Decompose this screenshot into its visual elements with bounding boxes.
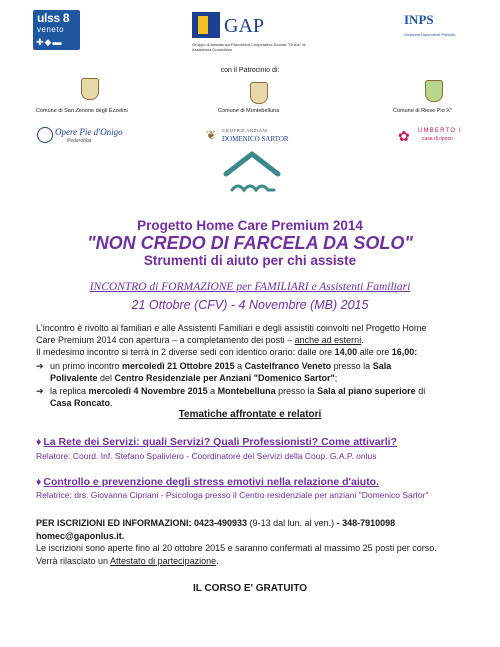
ulss-logo-name: ulss 8 (37, 11, 70, 25)
intro-text: Care Premium 2014 con apertura – a completamento dei posti – (36, 335, 295, 345)
session-2-text-part: . (110, 398, 113, 408)
session-2-text-part: a (207, 386, 218, 396)
certificate-period: . (216, 556, 219, 566)
patronage-label: con il Patrocinio di: (220, 67, 280, 74)
free-course-banner: IL CORSO E' GRATUITO (192, 583, 308, 594)
sartor-logo-top: CENTRO ANZIANI (222, 128, 269, 133)
montebelluna-crest-icon (250, 82, 268, 104)
registration-hours: (9-13 dal lun. al ven.) (247, 518, 337, 528)
session-1-city: Castelfranco Veneto (244, 361, 332, 371)
session-1-text-part: ; (334, 373, 338, 383)
riese-crest-icon (425, 80, 443, 102)
sartor-logo-name: DOMENICO SARTOR (222, 135, 289, 143)
registration-email: homec@gaponlus.it. (36, 531, 125, 541)
registration-info (36, 518, 476, 528)
certificate-text: Verrà rilasciato un (36, 556, 111, 566)
intro-line-3 (36, 346, 468, 358)
schedule-text: alle ore (357, 347, 392, 357)
session-2-venue: Casa Roncato (50, 398, 111, 408)
intro-period: . (361, 335, 364, 345)
event-subtitle: Strumenti di aiuto per chi assiste (143, 253, 357, 268)
diamond-bullet-icon: ♦ (36, 436, 42, 448)
certificate-note (36, 556, 476, 566)
end-time: 16,00: (391, 347, 418, 357)
opere-pie-name: Opere Pie d'Onigo (55, 127, 123, 137)
start-time: 14,00 (334, 347, 358, 357)
session-1-text-part: a (234, 361, 245, 371)
ulss-logo (33, 10, 80, 50)
san-zenone-crest-icon (81, 78, 99, 100)
umberto-people-icon: ✿ (398, 128, 410, 144)
ulss-service-icons: ✚◆▬ (36, 37, 63, 47)
comune-riese: Comune di Riese Pio X° (393, 108, 453, 114)
session-2-date: mercoledì 4 Novembre 2015 (88, 386, 208, 396)
topic-1-text: La Rete dei Servizi: quali Servizi? Quali Professionisti? Come attivarli? (43, 436, 397, 448)
topic-2-title (36, 476, 476, 488)
gap-logo-subtitle: Gruppo di Assistenza Psicofisica Cooperativa Sociale "Onlus" di Assistenza Domiciliare (192, 42, 306, 52)
session-2-room: Sala al piano superiore (317, 386, 416, 396)
certificate-label: Attestato di partecipazione (110, 556, 217, 566)
meeting-title: INCONTRO di FORMAZIONE per FAMILIARI e Assistenti Familiari (89, 281, 411, 293)
inps-logo-subtitle: Gestione Dipendenti Pubblici (404, 32, 456, 37)
meeting-dates: 21 Ottobre (CFV) - 4 Novembre (MB) 2015 (131, 298, 369, 312)
session-2-text-part: di (415, 386, 426, 396)
home-care-house-icon (222, 150, 282, 198)
session-2-label: la replica (50, 386, 89, 396)
session-item-1 (36, 360, 468, 384)
arrow-right-icon: ➔ (36, 386, 44, 396)
comune-montebelluna: Comune di Montebelluna (218, 108, 280, 114)
diamond-bullet-icon: ♦ (36, 476, 42, 488)
session-1-text-part: del (97, 373, 115, 383)
event-motto: "NON CREDO DI FARCELA DA SOLO" (87, 233, 413, 253)
umberto-logo-name: UMBERTO I (418, 128, 462, 134)
ulss-logo-region: veneto (37, 25, 65, 34)
registration-mobile: - 348-7910098 (336, 518, 396, 528)
sartor-leaf-icon: ❦ (206, 128, 217, 142)
topic-1-speaker: Relatore: Coord. Inf. Stefano Spaliviero - Coordinatore dei Servizi della Coop. G.A.P. onlus (36, 451, 377, 461)
session-2-text (50, 385, 465, 409)
topic-2-text: Controllo e prevenzione degli stress emotivi nella relazione d'aiuto. (43, 476, 380, 488)
session-1-date: mercoledì 21 Ottobre 2015 (122, 361, 235, 371)
session-1-venue: Centro Residenziale per Anziani "Domenico Sartor" (114, 373, 335, 383)
session-1-room: Polivalente (50, 373, 98, 383)
comune-san-zenone: Comune di San Zenone degli Ezzelini (36, 108, 128, 114)
opere-pie-emblem-icon (37, 127, 53, 143)
session-1-text (50, 360, 465, 384)
registration-phone: PER ISCRIZIONI ED INFORMAZIONI: 0423-490933 (36, 518, 248, 528)
session-1-label: un primo incontro (50, 361, 123, 371)
opere-pie-location: Pederobba (67, 138, 92, 144)
gap-logo (192, 10, 306, 60)
umberto-logo-sub: casa di riposo (422, 136, 453, 142)
external-note: anche ad esterni (294, 335, 362, 345)
project-title: Progetto Home Care Premium 2014 (137, 218, 363, 233)
registration-note: Le iscrizioni sono aperte fino al 20 ottobre 2015 e saranno confermati al massimo 25 posti per corso. (36, 543, 437, 553)
gap-logo-mark-icon (192, 12, 220, 38)
schedule-text: Il medesimo incontro si terrà in 2 diverse sedi con identico orario: dalle ore (36, 347, 335, 357)
arrow-right-icon: ➔ (36, 361, 44, 371)
topic-1-title (36, 436, 476, 448)
session-2-city: Montebelluna (217, 386, 276, 396)
gap-logo-name: GAP (224, 15, 265, 37)
session-1-text-part: presso la (331, 361, 373, 371)
inps-logo-name: INPS (404, 12, 434, 27)
inps-logo (402, 12, 466, 57)
topics-section-title: Tematiche affrontate e relatori (178, 409, 322, 420)
session-1-room: Sala (372, 361, 392, 371)
intro-line-2 (36, 334, 468, 346)
topic-2-speaker: Relatrice: drs. Giovanna Cipriani - Psicologa presso il Centro residenziale per anziani "Domenico Sartor" (36, 490, 429, 500)
session-item-2 (36, 385, 468, 409)
session-2-text-part: presso la (275, 386, 318, 396)
intro-line-1: L'incontro è rivolto ai familiari e alle Assistenti Familiari e degli assistiti coinvolti nel Progetto Home (36, 323, 427, 333)
